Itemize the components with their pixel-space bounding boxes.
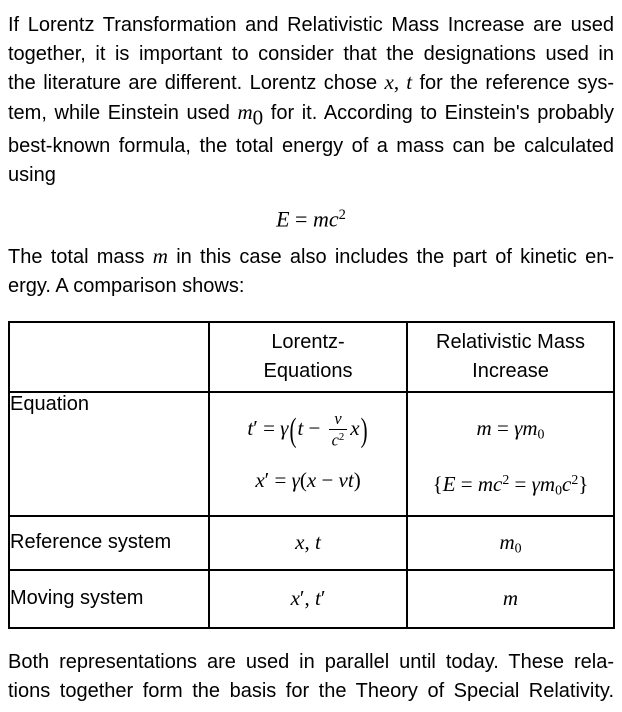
math-italic-run: t bbox=[247, 415, 254, 440]
text-line bbox=[8, 132, 614, 161]
table-row-reference-system bbox=[9, 516, 614, 570]
math-italic-run: c bbox=[562, 471, 572, 496]
math-upright-run: = bbox=[455, 471, 478, 496]
mass-paragraph bbox=[8, 242, 614, 300]
row-label-moving-system: Moving system bbox=[9, 570, 209, 628]
cell-reference-relativistic bbox=[407, 516, 614, 570]
fraction bbox=[329, 410, 348, 451]
fraction-numerator bbox=[329, 410, 348, 430]
math-upright-run: ′, bbox=[299, 586, 315, 611]
text-run: for it. According to Einstein's probably bbox=[263, 102, 614, 125]
header-line: Lorentz- bbox=[271, 331, 345, 354]
header-line: Increase bbox=[472, 359, 549, 382]
math-italic-run: m bbox=[502, 586, 519, 611]
header-empty-cell bbox=[9, 322, 209, 392]
text-line bbox=[8, 68, 614, 98]
fraction-denominator bbox=[329, 429, 348, 450]
math-italic-run: m bbox=[237, 100, 253, 125]
big-parenthesis: ( bbox=[289, 409, 297, 449]
math-subscript: 0 bbox=[252, 105, 264, 130]
math-upright-run: ( bbox=[299, 467, 307, 492]
text-line bbox=[8, 648, 614, 677]
math-italic-run: m bbox=[152, 244, 168, 269]
math-superscript: 2 bbox=[571, 471, 579, 487]
math-italic-run: vt bbox=[338, 467, 354, 492]
cell-moving-lorentz bbox=[209, 570, 407, 628]
comparison-table bbox=[8, 321, 615, 629]
math-italic-run: m bbox=[476, 415, 492, 440]
math-upright-run: = bbox=[491, 415, 515, 440]
relativistic-energy-equation bbox=[408, 454, 613, 506]
table-header-row bbox=[9, 322, 614, 392]
math-italic-run: x bbox=[384, 70, 394, 95]
text-run: If Lorentz Transformation and Relativistic Mass Increase are used bbox=[8, 14, 614, 36]
math-italic-run: x bbox=[290, 586, 300, 611]
math-upright-run: , bbox=[304, 530, 315, 555]
text-run: using bbox=[8, 163, 56, 186]
math-italic-run: m bbox=[499, 529, 515, 554]
math-italic-run: t bbox=[297, 415, 304, 440]
math-upright-run: { bbox=[432, 471, 443, 496]
math-upright-run: ′ = bbox=[264, 467, 292, 492]
text-line bbox=[8, 242, 614, 272]
math-upright-run: − bbox=[303, 415, 326, 440]
intro-paragraph bbox=[8, 11, 614, 189]
text-line bbox=[8, 161, 614, 190]
text-run: best-known formula, the total energy of a mass can be calculated bbox=[8, 135, 614, 158]
math-italic-run: E bbox=[276, 206, 290, 232]
table-row-equation bbox=[9, 392, 614, 516]
math-italic-run: γm bbox=[531, 471, 556, 496]
closing-paragraph bbox=[8, 648, 614, 705]
text-run: tem, while Einstein used bbox=[8, 102, 238, 125]
math-superscript: 2 bbox=[502, 471, 510, 487]
text-run: the literature are different. Lorentz chose bbox=[8, 72, 385, 95]
cell-relativistic-equations bbox=[407, 392, 614, 516]
lorentz-space-equation bbox=[210, 454, 406, 506]
text-run: Both representations are used in parallel until today. These rela- bbox=[8, 650, 614, 673]
relativistic-mass-equation bbox=[408, 402, 613, 454]
header-lorentz-equations bbox=[209, 322, 407, 392]
math-upright-run: } bbox=[578, 471, 589, 496]
math-upright-run: = bbox=[509, 471, 532, 496]
text-run: ergy. A comparison shows: bbox=[8, 275, 245, 298]
math-upright-run: ′ bbox=[320, 586, 326, 611]
math-italic-run: x bbox=[295, 530, 305, 555]
math-italic-run: v bbox=[334, 408, 342, 428]
big-parenthesis: ) bbox=[360, 409, 368, 449]
math-italic-run: x bbox=[306, 467, 317, 492]
text-run: for the reference sys- bbox=[412, 72, 614, 95]
math-italic-run: mc bbox=[477, 471, 503, 496]
text-run: The total mass bbox=[8, 246, 153, 269]
text-line bbox=[8, 677, 614, 706]
cell-moving-relativistic bbox=[407, 570, 614, 628]
header-relativistic-increase bbox=[407, 322, 614, 392]
math-italic-run: x bbox=[350, 415, 360, 440]
cell-lorentz-equations bbox=[209, 392, 407, 516]
math-subscript: 0 bbox=[555, 482, 563, 498]
math-upright-run: − bbox=[316, 467, 339, 492]
math-upright-run: , bbox=[393, 70, 407, 95]
row-label-reference-system: Reference system bbox=[9, 516, 209, 570]
cell-reference-lorentz bbox=[209, 516, 407, 570]
math-upright-run: = bbox=[289, 206, 313, 232]
table-row-moving-system bbox=[9, 570, 614, 628]
math-italic-run: γm bbox=[514, 415, 538, 440]
energy-formula bbox=[8, 198, 614, 232]
math-subscript: 0 bbox=[514, 540, 522, 556]
header-line: Equations bbox=[263, 359, 353, 382]
row-label-equation: Equation bbox=[9, 392, 209, 516]
lorentz-time-equation bbox=[210, 402, 406, 454]
math-italic-run: γ bbox=[291, 467, 300, 492]
math-italic-run: mc bbox=[312, 206, 339, 232]
math-italic-run: t bbox=[406, 70, 413, 95]
text-run: tions together form the basis for the Theory of Special Relativity. bbox=[8, 679, 614, 702]
header-line: Relativistic Mass bbox=[436, 331, 585, 354]
math-superscript: 2 bbox=[338, 207, 346, 224]
text-line bbox=[8, 11, 614, 40]
math-upright-run: ′ = bbox=[253, 415, 281, 440]
text-line bbox=[8, 98, 614, 132]
math-italic-run: t bbox=[314, 530, 321, 555]
math-italic-run: γ bbox=[280, 415, 289, 440]
math-italic-run: x bbox=[255, 467, 265, 492]
math-italic-run: E bbox=[442, 471, 456, 496]
text-run: together, it is important to consider that the designations used in bbox=[8, 42, 614, 65]
math-upright-run: ) bbox=[353, 467, 361, 492]
text-run: in this case also includes the part of kinetic en- bbox=[167, 246, 614, 269]
math-italic-run: c bbox=[331, 430, 339, 450]
text-line bbox=[8, 40, 614, 69]
text-line bbox=[8, 272, 614, 301]
math-superscript: 2 bbox=[338, 431, 345, 444]
math-italic-run: t bbox=[314, 586, 321, 611]
math-subscript: 0 bbox=[537, 426, 545, 442]
